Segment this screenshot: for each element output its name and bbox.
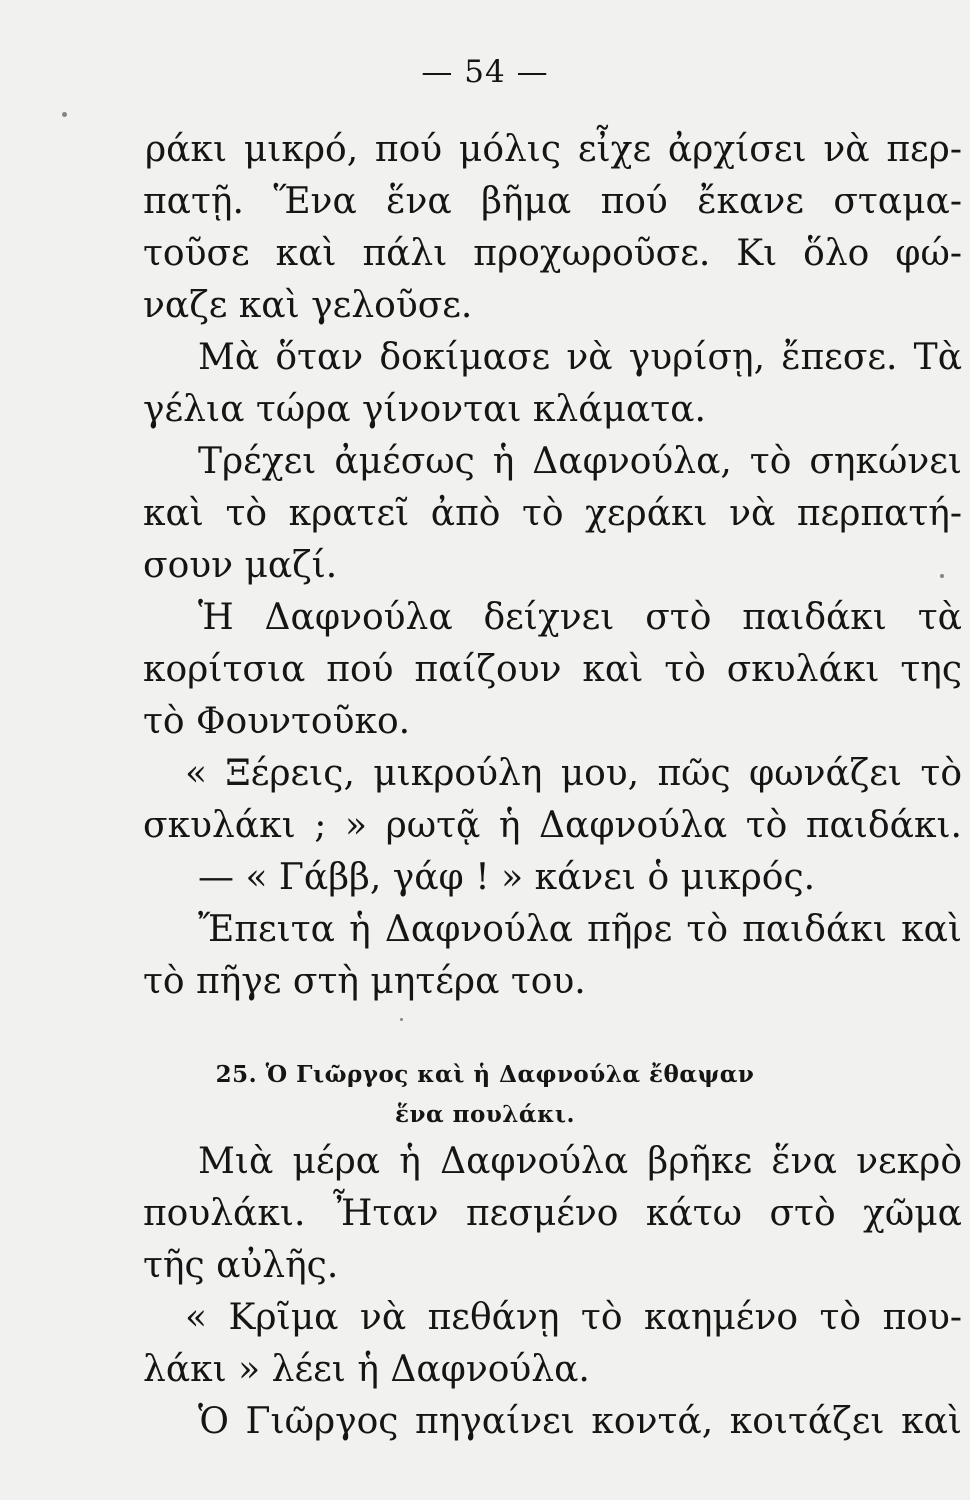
section-heading-line-1: 25. Ὁ Γιῶργος καὶ ἡ Δαφνούλα ἔθαψαν	[215, 1061, 755, 1088]
text-line: γέλια τώρα γίνονται κλάματα.	[143, 389, 706, 430]
print-speck	[400, 1018, 403, 1021]
text-line: κορίτσια πού παίζουν καὶ τὸ σκυλάκι της	[143, 649, 962, 690]
text-line: — « Γάββ, γάφ ! » κάνει ὁ μικρός.	[198, 857, 816, 898]
text-line: σκυλάκι ; » ρωτᾷ ἡ Δαφνούλα τὸ παιδάκι.	[143, 805, 962, 846]
text-line: τοῦσε καὶ πάλι προχωροῦσε. Κι ὅλο φώ-	[143, 233, 962, 274]
print-speck	[62, 112, 67, 117]
text-line: Μιὰ μέρα ἡ Δαφνούλα βρῆκε ἕνα νεκρὸ	[198, 1141, 962, 1182]
text-line: λάκι » λέει ἡ Δαφνούλα.	[143, 1349, 590, 1390]
text-line: πατῇ. Ἕνα ἕνα βῆμα πού ἔκανε σταμα-	[143, 181, 962, 222]
section-heading-line-2: ἕνα πουλάκι.	[395, 1101, 575, 1128]
text-line: τῆς αὐλῆς.	[143, 1245, 339, 1286]
text-line: πουλάκι. Ἦταν πεσμένο κάτω στὸ χῶμα	[143, 1193, 962, 1234]
text-line: τὸ πῆγε στὴ μητέρα του.	[143, 961, 586, 1002]
text-line: ναζε καὶ γελοῦσε.	[143, 285, 473, 326]
text-line: ράκι μικρό, πού μόλις εἶχε ἀρχίσει νὰ περ-	[145, 129, 962, 170]
text-line: Ὁ Γιῶργος πηγαίνει κοντά, κοιτάζει καὶ	[198, 1401, 962, 1442]
text-line: Τρέχει ἀμέσως ἡ Δαφνούλα, τὸ σηκώνει	[198, 441, 962, 482]
text-line: « Κρῖμα νὰ πεθάνῃ τὸ καημένο τὸ που-	[185, 1297, 962, 1338]
text-line: τὸ Φουντοῦκο.	[143, 701, 411, 742]
text-line: Μὰ ὅταν δοκίμασε νὰ γυρίσῃ, ἔπεσε. Τὰ	[198, 337, 962, 378]
text-line: Ἡ Δαφνούλα δείχνει στὸ παιδάκι τὰ	[198, 597, 962, 638]
text-line: Ἔπειτα ἡ Δαφνούλα πῆρε τὸ παιδάκι καὶ	[198, 909, 962, 950]
text-line: σουν μαζί.	[143, 545, 338, 586]
text-line: « Ξέρεις, μικρούλη μου, πῶς φωνάζει τὸ	[185, 753, 962, 794]
text-line: καὶ τὸ κρατεῖ ἀπὸ τὸ χεράκι νὰ περπατή-	[143, 493, 962, 534]
page-number: — 54 —	[421, 54, 549, 90]
